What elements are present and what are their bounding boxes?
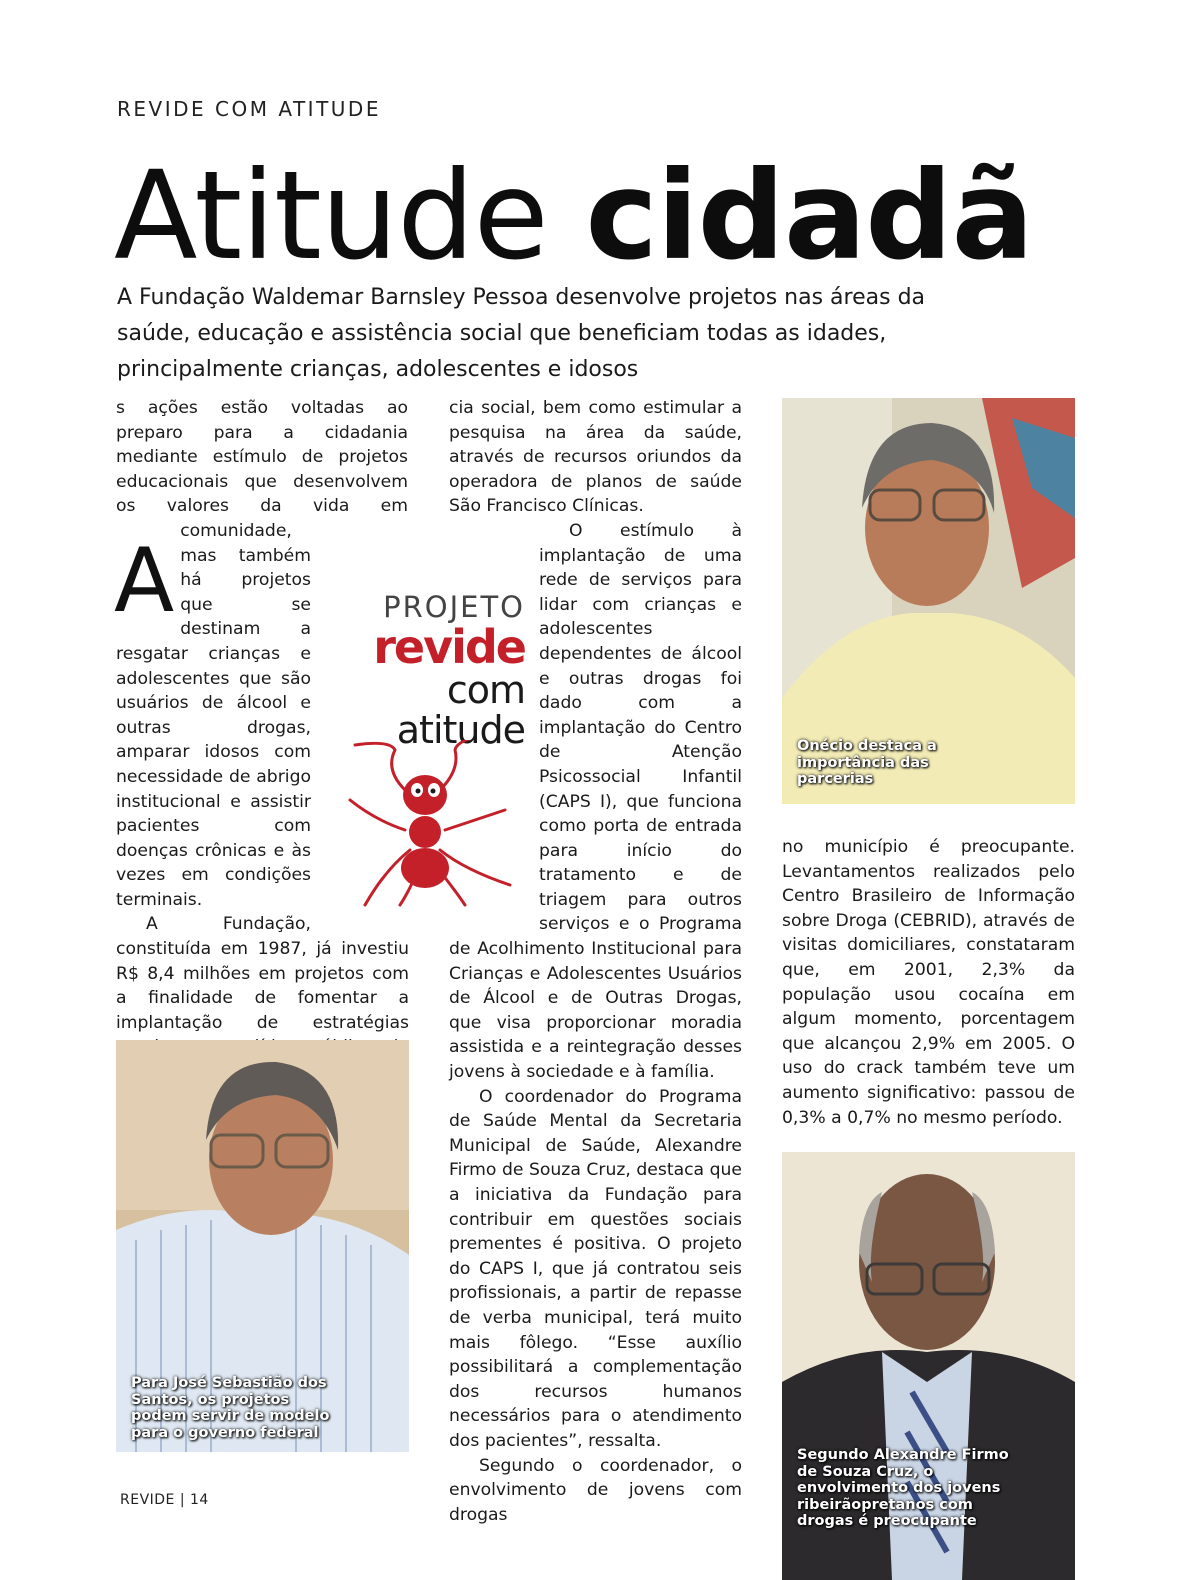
photo-caption-onecio: Onécio destaca a importância das parcerias xyxy=(797,738,937,787)
projeto-revide-logo xyxy=(345,590,525,910)
paragraph-3: cia social, bem como estimular a pesquisa na área da saúde, através de recursos oriundos da operadora de planos de saúde São Francisco Clínicas. xyxy=(449,398,742,517)
paragraph-7: no município é preocupante. Levantamentos realizados pelo Centro Brasileiro de Informação sobre Droga (CEBRID), através de visitas domiciliares, constataram que, em 2001, 2,3% da população usou cocaína em algum momento, porcentagem que alcançou 2,9% em 2005. O uso do crack também teve um aumento significativo: passou de 0,3% a 0,7% no mesmo período. xyxy=(782,837,1075,1128)
headline xyxy=(114,145,1033,287)
paragraph-1-text: s ações estão voltadas ao preparo para a cidadania mediante estímulo de projetos educacionais que desenvolvem os valores da vida em comunidade, mas também há projetos que se destinam a resgatar crianças e adolescentes que são usuários de álcool e outras drogas, amparar idosos com necessidade de abrigo institucional e assistir pacientes com doenças crônicas e às vezes em condições terminais. xyxy=(116,398,408,910)
section-label: REVIDE COM ATITUDE xyxy=(117,97,381,121)
photo-alexandre xyxy=(782,1152,1075,1580)
article-column-3 xyxy=(782,835,1075,1130)
photo-onecio xyxy=(782,398,1075,804)
ant-icon xyxy=(345,740,525,910)
deck-subtitle: A Fundação Waldemar Barnsley Pessoa desenvolve projetos nas áreas da saúde, educação e assistência social que beneficiam todas as idades, principalmente crianças, adolescentes e idosos xyxy=(117,285,926,382)
paragraph-6: Segundo o coordenador, o envolvimento de jovens com drogas xyxy=(449,1455,742,1525)
paragraph-5: O coordenador do Programa de Saúde Mental da Secretaria Municipal de Saúde, Alexandre Firmo de Souza Cruz, destaca que a iniciativa da Fundação para contribuir em questões sociais prementes é positiva. O projeto do CAPS I, que já contratou seis profissionais, a partir de repasse de verba municipal, terá muito mais fôlego. “Esse auxílio possibilitará a complementação dos recursos humanos necessários para o atendimento dos pacientes”, ressalta. xyxy=(449,1086,742,1451)
drop-cap: A xyxy=(114,529,175,632)
logo-atitude: atitude xyxy=(396,708,525,752)
logo-com: com xyxy=(446,668,525,712)
logo-revide: revide xyxy=(373,620,525,674)
article-column-2 xyxy=(449,396,742,1527)
headline-bold: cidadã xyxy=(585,145,1033,287)
photo-caption-jose: Para José Sebastião dos Santos, os projetos podem servir de modelo para o governo federal xyxy=(131,1375,330,1441)
paragraph-4: O estímulo à implantação de uma rede de serviços para lidar com crianças e adolescentes dependentes de álcool e outras drogas foi dado com a implantação do Centro de Atenção Psicossocial Infantil (CAPS I), que funciona como porta de entrada para início do tratamento e de triagem para outros serviços e o Programa de Acolhimento Institucional para Crianças e Adolescentes Usuários de Álcool e de Outras Drogas, que visa proporcionar moradia assistida e a reintegração desses jovens à sociedade e à família. xyxy=(449,520,742,1083)
logo-projeto: PROJETO xyxy=(383,590,525,624)
paragraph-2: A Fundação, constituída em 1987, já investiu R$ 8,4 milhões em projetos com a finalidade de fomentar a implantação de estratégias xyxy=(116,914,409,1033)
photo-caption-alexandre: Segundo Alexandre Firmo de Souza Cruz, o envolvimento dos jovens ribeirãopretanos com drogas é preocupante xyxy=(797,1447,1009,1529)
photo-jose-sebastiao xyxy=(116,1040,409,1452)
headline-light: Atitude xyxy=(114,145,586,287)
page-folio: REVIDE | 14 xyxy=(120,1492,209,1508)
